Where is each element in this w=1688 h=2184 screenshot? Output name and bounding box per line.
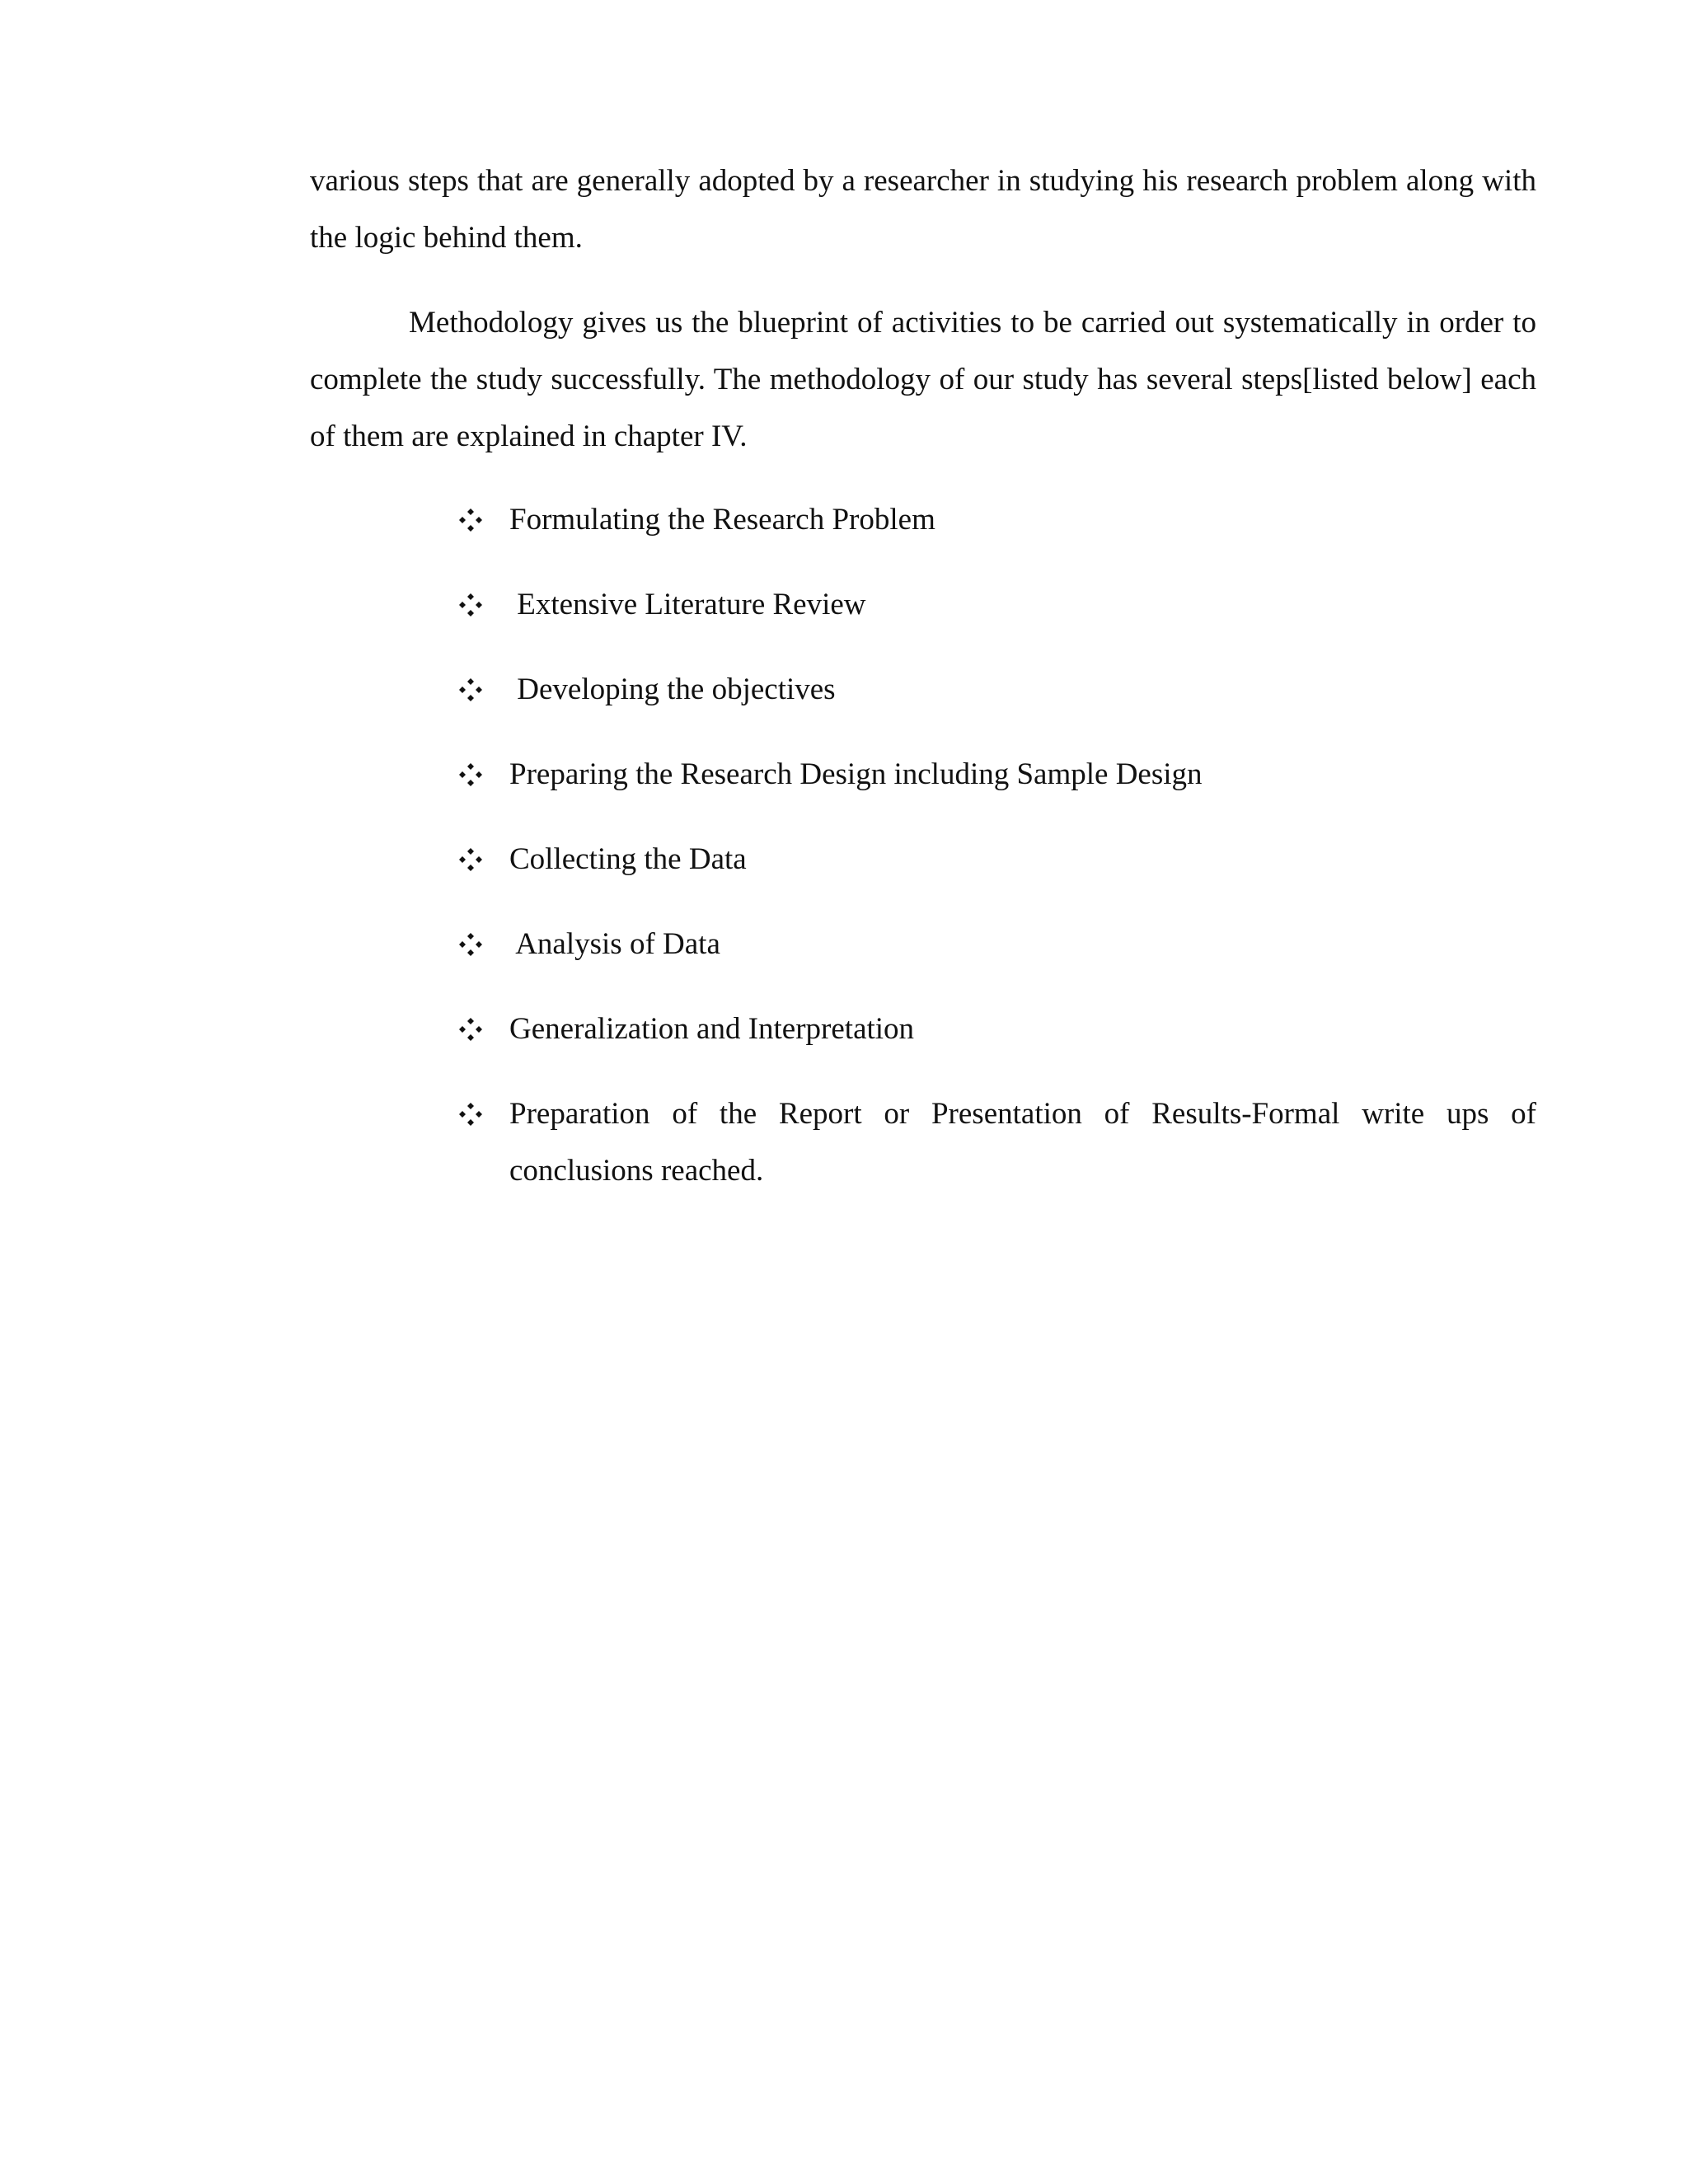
list-item <box>458 746 1536 803</box>
paragraph-intro-continuation: various steps that are generally adopted by a researcher in studying his research problem along with the logic behind them. <box>310 164 1536 255</box>
list-item <box>458 661 1536 718</box>
step-label: Generalization and Interpretation <box>509 1012 915 1046</box>
four-diamond-bullet-icon <box>458 831 486 888</box>
four-diamond-bullet-icon <box>458 576 486 633</box>
list-item <box>458 831 1536 888</box>
step-label: Developing the objectives <box>509 673 836 706</box>
four-diamond-bullet-icon <box>458 916 486 972</box>
step-label: Extensive Literature Review <box>509 588 866 621</box>
list-item <box>458 491 1536 548</box>
step-label: Analysis of Data <box>509 927 720 961</box>
list-item <box>458 576 1536 633</box>
list-item <box>458 916 1536 972</box>
four-diamond-bullet-icon <box>458 746 486 803</box>
step-label: Collecting the Data <box>509 842 747 876</box>
list-item <box>458 1085 1536 1199</box>
four-diamond-bullet-icon <box>458 661 486 718</box>
list-item <box>458 1001 1536 1057</box>
step-label: Preparing the Research Design including Sample Design <box>509 757 1203 791</box>
step-label: Preparation of the Report or Presentation of Results-Formal write ups of conclusions reached. <box>509 1097 1536 1188</box>
four-diamond-bullet-icon <box>458 1085 486 1142</box>
step-label: Formulating the Research Problem <box>509 503 935 537</box>
methodology-steps-list <box>458 491 1536 1227</box>
four-diamond-bullet-icon <box>458 1001 486 1057</box>
paragraph-methodology: Methodology gives us the blueprint of activities to be carried out systematically in order to complete the study successfully. The methodology of our study has several steps[listed below] each of them are explained in chapter IV. <box>310 306 1536 453</box>
four-diamond-bullet-icon <box>458 491 486 548</box>
